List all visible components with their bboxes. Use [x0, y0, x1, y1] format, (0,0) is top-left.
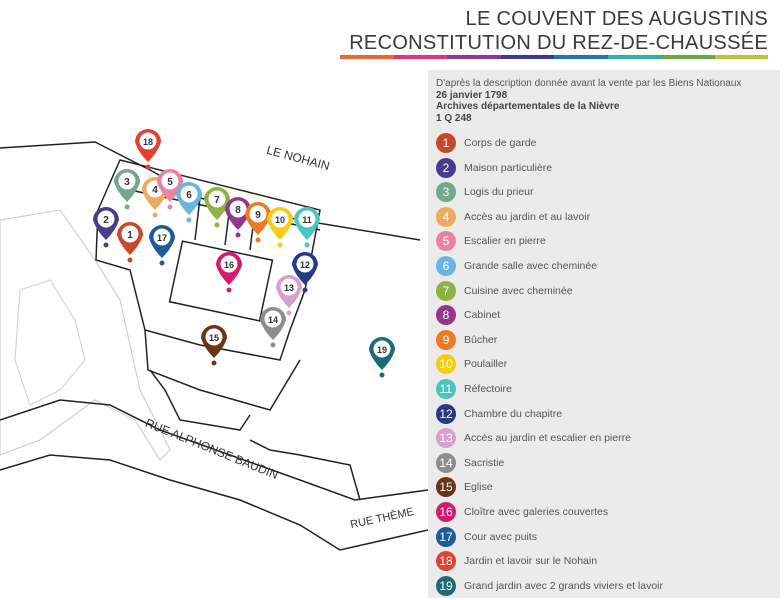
map-pins — [93, 129, 395, 378]
map-pin-9[interactable] — [245, 202, 271, 243]
legend-label: Logis du prieur — [464, 186, 534, 199]
legend-label: Accès au jardin et escalier en pierre — [464, 432, 631, 445]
intro-line-4: 1 Q 248 — [436, 112, 472, 124]
legend-item-9 — [436, 329, 497, 351]
svg-text:2: 2 — [103, 215, 109, 226]
legend-number-badge: 9 — [436, 330, 456, 350]
map-pin-19[interactable] — [369, 337, 395, 378]
svg-text:12: 12 — [299, 260, 311, 270]
legend-number-badge: 2 — [436, 158, 456, 178]
legend-item-2 — [436, 157, 552, 179]
legend-number-badge: 19 — [436, 576, 456, 596]
legend-label: Cour avec puits — [464, 530, 537, 543]
svg-text:9: 9 — [255, 210, 261, 221]
legend-number-badge: 7 — [436, 281, 456, 301]
legend-label: Grand jardin avec 2 grands viviers et lavoir — [464, 579, 664, 592]
legend-label: Cabinet — [464, 309, 501, 322]
map-pin-16[interactable] — [216, 252, 242, 293]
legend-number-badge: 14 — [436, 453, 456, 473]
map-pin-14[interactable] — [260, 307, 286, 348]
title-line-2: RECONSTITUTION DU REZ-DE-CHAUSSÉE — [349, 32, 768, 54]
hill-shape-inner — [15, 280, 85, 405]
legend-number-badge: 17 — [436, 527, 456, 547]
legend-item-18 — [436, 550, 597, 572]
rainbow-underline — [340, 55, 768, 59]
svg-text:10: 10 — [274, 215, 286, 225]
svg-text:11: 11 — [302, 215, 312, 225]
legend-label: Accès au jardin et au lavoir — [464, 210, 591, 223]
legend-number-badge: 1 — [436, 133, 456, 153]
svg-text:7: 7 — [214, 195, 220, 206]
svg-text:5: 5 — [167, 177, 173, 188]
intro-line-1: D'après la description donnée avant la vente par les Biens Nationaux — [436, 78, 742, 89]
legend-item-14 — [436, 452, 504, 474]
svg-text:8: 8 — [235, 205, 241, 216]
legend-item-17 — [436, 526, 537, 548]
legend-item-4 — [436, 206, 590, 228]
legend-item-5 — [436, 230, 546, 252]
svg-text:4: 4 — [152, 185, 158, 196]
map-pin-17[interactable] — [149, 225, 175, 266]
svg-text:6: 6 — [186, 190, 192, 201]
legend-item-6 — [436, 255, 597, 277]
legend-number-badge: 3 — [436, 182, 456, 202]
legend-number-badge: 5 — [436, 231, 456, 251]
legend-item-16 — [436, 501, 608, 523]
svg-text:19: 19 — [376, 345, 388, 355]
legend-label: Cuisine avec cheminée — [464, 284, 573, 297]
title-line-1: LE COUVENT DES AUGUSTINS — [465, 8, 768, 30]
legend-number-badge: 8 — [436, 305, 456, 325]
svg-text:15: 15 — [208, 333, 220, 343]
legend-label: Chambre du chapitre — [464, 407, 563, 420]
legend-number-badge: 10 — [436, 354, 456, 374]
legend-label: Maison particulière — [464, 161, 553, 174]
legend-item-13 — [436, 427, 631, 449]
legend-panel — [428, 70, 780, 598]
legend-item-19 — [436, 575, 663, 597]
svg-text:3: 3 — [124, 177, 130, 188]
street-label-1: RUE ALPHONSE BAUDIN — [143, 415, 281, 482]
intro-line-3: Archives départementales de la Nièvre — [436, 101, 620, 112]
map-pin-10[interactable] — [267, 207, 293, 248]
legend-number-badge: 11 — [436, 379, 456, 399]
river-label: LE NOHAIN — [265, 142, 332, 174]
legend-label: Cloître avec galeries couvertes — [464, 506, 609, 518]
legend-label: Poulailler — [464, 358, 508, 371]
legend-number-badge: 4 — [436, 207, 456, 227]
svg-text:1: 1 — [127, 230, 133, 241]
map-pin-1[interactable] — [117, 222, 143, 263]
map-pin-11[interactable] — [294, 207, 320, 248]
svg-text:13: 13 — [283, 283, 295, 293]
intro-line-2: 26 janvier 1798 — [436, 89, 508, 101]
legend-label: Réfectoire — [464, 383, 512, 395]
svg-text:18: 18 — [142, 137, 154, 147]
map-pin-15[interactable] — [201, 325, 227, 366]
legend-item-12 — [436, 403, 562, 425]
legend-label: Jardin et lavoir sur le Nohain — [464, 555, 598, 568]
svg-text:14: 14 — [267, 315, 279, 325]
legend-item-7 — [436, 280, 573, 302]
legend-item-10 — [436, 353, 507, 375]
legend-item-11 — [436, 378, 512, 400]
legend-item-8 — [436, 304, 500, 326]
legend-number-badge: 16 — [436, 502, 456, 522]
legend-intro — [436, 78, 741, 124]
legend-label: Bûcher — [464, 333, 498, 346]
map-pin-3[interactable] — [114, 169, 140, 210]
legend-label: Escalier en pierre — [464, 235, 546, 248]
svg-text:16: 16 — [223, 260, 235, 270]
legend-number-badge: 6 — [436, 256, 456, 276]
map-pin-18[interactable] — [135, 129, 161, 170]
legend-item-3 — [436, 181, 533, 203]
legend-number-badge: 12 — [436, 404, 456, 424]
floor-plan-map — [0, 60, 428, 600]
legend-number-badge: 13 — [436, 428, 456, 448]
legend-label: Corps de garde — [464, 137, 537, 149]
legend-number-badge: 15 — [436, 477, 456, 497]
legend-label: Sacristie — [464, 456, 505, 469]
legend-label: Grande salle avec cheminée — [464, 260, 598, 272]
legend-label: Eglise — [464, 481, 493, 494]
street-label-2: RUE THÈME — [349, 505, 415, 532]
legend-number-badge: 18 — [436, 551, 456, 571]
svg-text:17: 17 — [156, 233, 168, 243]
legend-item-15 — [436, 476, 493, 498]
legend-item-1 — [436, 132, 536, 154]
